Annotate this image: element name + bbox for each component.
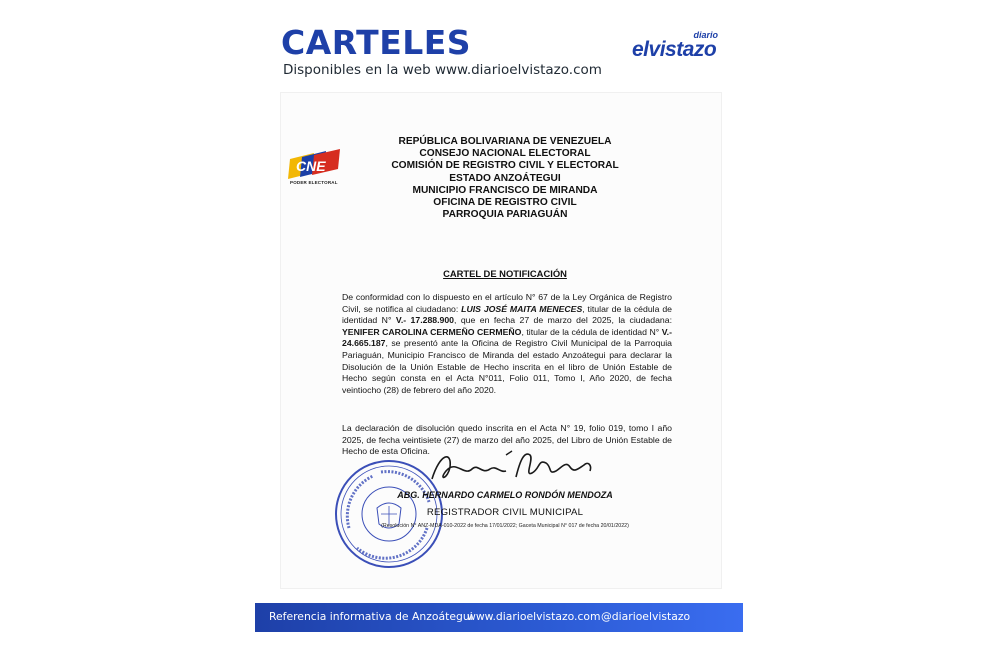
header-line: ESTADO ANZOÁTEGUI [449,172,561,184]
citizen-name: LUIS JOSÉ MAITA MENECES [461,303,583,314]
p1-text-5: , se presentó ante la Oficina de Registro Civil Municipal de la Parroquia Pariaguán, Municipio Francisco de Miranda del estado Anzoátegui para declarar la Disolución de la Unión Estable de Hecho inscrita en el libro de Unión Estable de Hecho según consta en el Acta N°011, Folio 011, Tomo I, Año 2020, de fecha veintiocho (28) de febrero del año 2020. [342,338,672,395]
signature-icon [420,447,610,489]
document-header [340,136,670,221]
banner-title: CARTELES [281,23,472,62]
notice-paragraph-1 [342,292,672,396]
p1-text-1: De conformidad con lo dispuesto en el artículo N° 67 de la Ley Orgánica de Registro Civil, se notifica al ciudadano: [342,292,672,314]
brand-logo[interactable] [632,30,722,64]
p1-text-3: , que en fecha 27 de marzo del 2025, la ciudadana: [454,315,672,326]
p1-text-4: , titular de la cédula de identidad N° [521,326,662,337]
signer-title: REGISTRADOR CIVIL MUNICIPAL [426,507,584,518]
header-line: REPÚBLICA BOLIVARIANA DE VENEZUELA [398,136,612,147]
brand-logo-main: elvistazo [632,38,717,61]
signer-name: ABG. HERNARDO CARMELO RONDÓN MENDOZA [397,490,613,500]
header-line: MUNICIPIO FRANCISCO DE MIRANDA [412,184,598,196]
cne-logo-text: CNE [296,158,326,174]
declarant-id: V.- 24.665.187 [342,326,672,349]
cne-logo-caption: PODER ELECTORAL [290,180,338,185]
footer-bar [255,603,743,632]
notice-paragraph-2: La declaración de disolución quedo inscrita en el Acta N° 19, folio 019, tomo I año 2025, de fecha veintisiete (27) de marzo del año 2025, del Libro de Unión Estable de Hecho de esta Oficina. [342,423,672,457]
citizen-id: V.- 17.288.900 [395,315,455,326]
footer-reference: Referencia informativa de Anzoátegui [269,610,473,623]
header-line: CONSEJO NACIONAL ELECTORAL [419,148,591,160]
header-line: PARROQUIA PARIAGUÁN [442,209,568,221]
p1-text-2: , titular de la cédula de identidad N° [342,303,672,326]
notice-title: CARTEL DE NOTIFICACIÓN [443,268,567,279]
brand-logo-small: diario [693,30,718,40]
header-line: OFICINA DE REGISTRO CIVIL [433,197,577,209]
declarant-name: YENIFER CAROLINA CERMEÑO CERMEÑO [342,326,522,337]
header-line: COMISIÓN DE REGISTRO CIVIL Y ELECTORAL [391,160,619,172]
resolution-reference: (Resolución N° ANZ-MDA-010-2022 de fecha 17/01/2022; Gaceta Municipal N° 017 de fecha 20/01/2022) [381,523,629,529]
banner-subtitle: Disponibles en la web www.diarioelvistazo.com [283,62,602,78]
footer-website-link[interactable]: www.diarioelvistazo.com [467,610,601,623]
footer-social-handle[interactable]: @diarioelvistazo [601,610,691,623]
